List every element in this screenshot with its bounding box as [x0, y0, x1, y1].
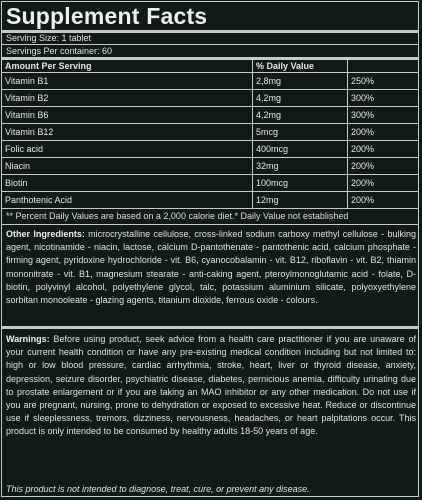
nutrient-name: Folic acid: [2, 141, 253, 158]
nutrient-daily-value: 200%: [348, 141, 419, 158]
nutrient-amount: 2,8mg: [253, 73, 348, 90]
nutrient-name: Vitamin B2: [2, 90, 253, 107]
column-header-amount: Amount Per Serving: [2, 59, 253, 73]
table-row: [2, 73, 418, 90]
nutrient-amount: 12mg: [253, 192, 348, 209]
table-row: [2, 124, 418, 141]
nutrient-name: Niacin: [2, 158, 253, 175]
nutrient-name: Vitamin B1: [2, 73, 253, 90]
table-row: [2, 141, 418, 158]
nutrient-daily-value: 200%: [348, 158, 419, 175]
nutrient-daily-value: 200%: [348, 192, 419, 209]
nutrient-amount: 5mcg: [253, 124, 348, 141]
ingredients-label: Other Ingredients:: [6, 229, 85, 239]
nutrient-name: Vitamin B6: [2, 107, 253, 124]
serving-size: Serving Size: 1 tablet: [6, 33, 92, 43]
nutrient-daily-value: 200%: [348, 124, 419, 141]
servings-per-container: Servings Per container: 60: [6, 46, 113, 56]
nutrient-name: Vitamin B12: [2, 124, 253, 141]
nutrient-daily-value: 300%: [348, 107, 419, 124]
table-row: [2, 90, 418, 107]
divider: [2, 224, 418, 225]
nutrient-amount: 400mcg: [253, 141, 348, 158]
nutrient-daily-value: 250%: [348, 73, 419, 90]
nutrient-daily-value: 200%: [348, 175, 419, 192]
nutrient-amount: 100mcg: [253, 175, 348, 192]
nutrient-name: Panthotenic Acid: [2, 192, 253, 209]
column-header-percent: [348, 59, 419, 73]
warnings-text: Before using product, seek advice from a health care practitioner if you are unaware of your current health condition or have any pre-existing medical condition including but not limited to: high or low blood pressure, cardiac arrhythmia, stroke, heart, liver or thyroid disease, anxiety, depression, seizure disorder, psychiatric disease, diabetes, pernicious anemia, difficulty urinating due to prostate enlargement or if you are taking an MAO inhibitor or any other medication. Do not use if you are pregnant, nursing, prone to dehydration or exposed to excessive heat. Reduce or discontinue use if sleeplessness, tremors, dizziness, nervousness, headaches, or heart palpitations occur. This product is only intended to be consumed by healthy adults 18-50 years of age.: [6, 334, 416, 437]
nutrient-amount: 4,2mg: [253, 107, 348, 124]
warnings: [6, 333, 416, 439]
divider: [2, 44, 418, 45]
table-header-row: [2, 59, 418, 73]
table-row: [2, 192, 418, 209]
panel-title: Supplement Facts: [6, 3, 208, 29]
warnings-label: Warnings:: [6, 334, 50, 344]
table-row: [2, 175, 418, 192]
supplement-facts-panel: [1, 1, 419, 497]
disclaimer: This product is not intended to diagnose, treat, cure, or prevent any disease.: [6, 484, 310, 494]
divider: [2, 326, 418, 329]
column-header-daily-value: % Daily Value: [253, 59, 348, 73]
table-row: [2, 107, 418, 124]
ingredients-text: microcrystalline cellulose, cross-linked sodium carboxy methyl cellulose - bulking agent, nicotinamide - niacin, lactose, calcium D-pantothenate - pantothenic acid, calcium phosphate - firming agent, pyridoxine hydrochloride - vit. B6, cyanocobalamin - vit. B12, riboflavin - vit. B2, thiamin mononitrate - vit. B1, magnesium stearate - anti-caking agent, pteroylmonoglutamic acid - folate, D-biotin, polyvinyl alcohol, polyethylene glycol, talc, potassium aluminium silicate, polyoxyethylene sorbitan monooleate - glazing agents, titanium dioxide, ferrous oxide - colours.: [6, 229, 416, 306]
nutrient-name: Biotin: [2, 175, 253, 192]
daily-value-footnote: ** Percent Daily Values are based on a 2,000 calorie diet.* Daily Value not established: [6, 211, 349, 221]
nutrient-amount: 32mg: [253, 158, 348, 175]
other-ingredients: [6, 228, 416, 307]
nutrient-table: [2, 59, 418, 209]
nutrient-amount: 4,2mg: [253, 90, 348, 107]
nutrient-daily-value: 300%: [348, 90, 419, 107]
table-row: [2, 158, 418, 175]
